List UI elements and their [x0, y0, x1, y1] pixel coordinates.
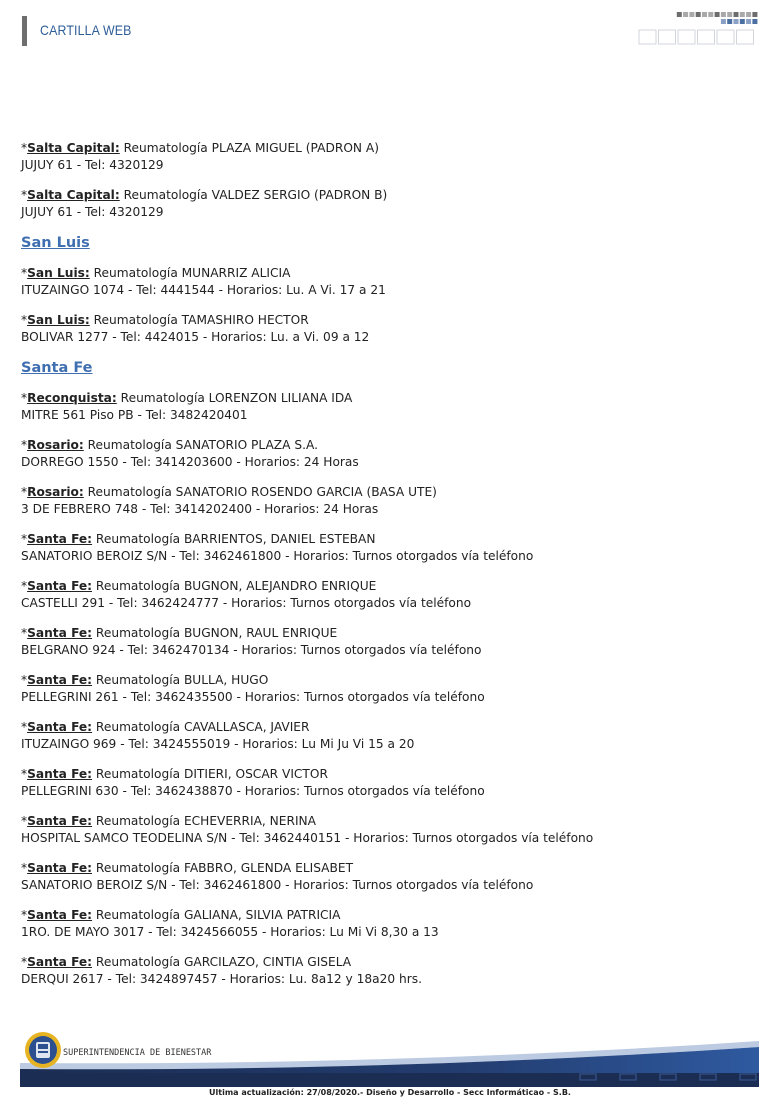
provider-location: Rosario:	[27, 438, 84, 452]
bullet-prefix: *	[21, 673, 28, 687]
provider-line	[21, 140, 741, 157]
provider-address: SANATORIO BEROIZ S/N - Tel: 3462461800 - Horarios: Turnos otorgados vía teléfono	[21, 549, 534, 563]
superintendencia-logo	[24, 1031, 62, 1069]
provider-location: San Luis:	[27, 266, 90, 280]
provider-address: DORREGO 1550 - Tel: 3414203600 - Horarios: 24 Horas	[21, 455, 359, 469]
provider-entry	[21, 265, 741, 299]
provider-address: JUJUY 61 - Tel: 4320129	[21, 205, 164, 219]
bullet-prefix: *	[21, 532, 28, 546]
bullet-prefix: *	[21, 767, 28, 781]
bullet-prefix: *	[21, 391, 28, 405]
provider-address: JUJUY 61 - Tel: 4320129	[21, 158, 164, 172]
provider-line	[21, 312, 741, 329]
provider-address: BELGRANO 924 - Tel: 3462470134 - Horarios: Turnos otorgados vía teléfono	[21, 643, 482, 657]
last-update-text: Ultima actualización: 27/08/2020.- Diseño y Desarrollo - Secc Informáticao - S.B.	[209, 1088, 571, 1097]
bullet-prefix: *	[21, 266, 28, 280]
provider-name: Reumatología DITIERI, OSCAR VICTOR	[92, 767, 328, 781]
bullet-prefix: *	[21, 626, 28, 640]
provider-entry	[21, 484, 741, 518]
provider-entry	[21, 187, 741, 221]
provider-location: Rosario:	[27, 485, 84, 499]
page-header	[0, 0, 759, 60]
provider-entry	[21, 954, 741, 988]
provider-name: Reumatología VALDEZ SERGIO (PADRON B)	[119, 188, 388, 202]
bullet-prefix: *	[21, 141, 28, 155]
provider-line	[21, 766, 741, 783]
provider-address: PELLEGRINI 261 - Tel: 3462435500 - Horarios: Turnos otorgados vía teléfono	[21, 690, 485, 704]
provider-location: Santa Fe:	[27, 720, 93, 734]
bullet-prefix: *	[21, 579, 28, 593]
provider-location: Santa Fe:	[27, 579, 93, 593]
provider-location: Reconquista:	[27, 391, 117, 405]
provider-name: Reumatología GALIANA, SILVIA PATRICIA	[92, 908, 341, 922]
provider-address: SANATORIO BEROIZ S/N - Tel: 3462461800 - Horarios: Turnos otorgados vía teléfono	[21, 878, 534, 892]
provider-line	[21, 813, 741, 830]
provider-location: Salta Capital:	[27, 141, 120, 155]
provider-entry	[21, 140, 741, 174]
provider-name: Reumatología SANATORIO PLAZA S.A.	[83, 438, 318, 452]
provider-entry	[21, 672, 741, 706]
provider-line	[21, 954, 741, 971]
provider-name: Reumatología TAMASHIRO HECTOR	[89, 313, 309, 327]
provider-entry	[21, 390, 741, 424]
provider-line	[21, 484, 741, 501]
provider-location: Santa Fe:	[27, 814, 93, 828]
provider-name: Reumatología ECHEVERRIA, NERINA	[92, 814, 317, 828]
directory-list	[21, 140, 741, 1001]
header-accent-bar	[22, 16, 27, 46]
provider-line	[21, 390, 741, 407]
provider-name: Reumatología FABBRO, GLENDA ELISABET	[92, 861, 354, 875]
provider-address: PELLEGRINI 630 - Tel: 3462438870 - Horarios: Turnos otorgados vía teléfono	[21, 784, 485, 798]
bullet-prefix: *	[21, 485, 28, 499]
section-heading: San Luis	[21, 235, 90, 251]
header-title: CARTILLA WEB	[40, 22, 132, 38]
provider-name: Reumatología BULLA, HUGO	[92, 673, 269, 687]
provider-name: Reumatología BUGNON, RAUL ENRIQUE	[92, 626, 338, 640]
provider-entry	[21, 625, 741, 659]
provider-entry	[21, 312, 741, 346]
section-heading: Santa Fe	[21, 360, 93, 376]
provider-location: Santa Fe:	[27, 908, 93, 922]
provider-line	[21, 531, 741, 548]
provider-address: 1RO. DE MAYO 3017 - Tel: 3424566055 - Horarios: Lu Mi Vi 8,30 a 13	[21, 925, 439, 939]
provider-name: Reumatología GARCILAZO, CINTIA GISELA	[92, 955, 352, 969]
provider-location: Salta Capital:	[27, 188, 120, 202]
provider-entry	[21, 578, 741, 612]
provider-location: Santa Fe:	[27, 767, 93, 781]
footer-wave-band	[20, 1033, 759, 1087]
provider-name: Reumatología PLAZA MIGUEL (PADRON A)	[119, 141, 379, 155]
provider-entry	[21, 437, 741, 471]
org-name: SUPERINTENDENCIA DE BIENESTAR	[63, 1048, 212, 1058]
provider-address: MITRE 561 Piso PB - Tel: 3482420401	[21, 408, 248, 422]
provider-address: HOSPITAL SAMCO TEODELINA S/N - Tel: 3462440151 - Horarios: Turnos otorgados vía teléfono	[21, 831, 594, 845]
provider-line	[21, 437, 741, 454]
provider-line	[21, 265, 741, 282]
bullet-prefix: *	[21, 955, 28, 969]
provider-entry	[21, 860, 741, 894]
bullet-prefix: *	[21, 313, 28, 327]
pixel-grid-decoration	[635, 10, 759, 50]
provider-location: San Luis:	[27, 313, 90, 327]
provider-address: ITUZAINGO 969 - Tel: 3424555019 - Horarios: Lu Mi Ju Vi 15 a 20	[21, 737, 415, 751]
bullet-prefix: *	[21, 908, 28, 922]
provider-address: 3 DE FEBRERO 748 - Tel: 3414202400 - Horarios: 24 Horas	[21, 502, 379, 516]
provider-line	[21, 719, 741, 736]
bullet-prefix: *	[21, 861, 28, 875]
provider-entry	[21, 813, 741, 847]
provider-line	[21, 578, 741, 595]
provider-address: DERQUI 2617 - Tel: 3424897457 - Horarios: Lu. 8a12 y 18a20 hrs.	[21, 972, 422, 986]
page-footer	[0, 1025, 759, 1101]
provider-address: ITUZAINGO 1074 - Tel: 4441544 - Horarios: Lu. A Vi. 17 a 21	[21, 283, 386, 297]
provider-location: Santa Fe:	[27, 532, 93, 546]
bullet-prefix: *	[21, 814, 28, 828]
provider-location: Santa Fe:	[27, 626, 93, 640]
provider-entry	[21, 907, 741, 941]
provider-entry	[21, 766, 741, 800]
provider-name: Reumatología LORENZON LILIANA IDA	[116, 391, 353, 405]
provider-name: Reumatología CAVALLASCA, JAVIER	[92, 720, 310, 734]
provider-location: Santa Fe:	[27, 673, 93, 687]
provider-entry	[21, 719, 741, 753]
provider-location: Santa Fe:	[27, 955, 93, 969]
provider-line	[21, 672, 741, 689]
provider-line	[21, 907, 741, 924]
provider-name: Reumatología BARRIENTOS, DANIEL ESTEBAN	[92, 532, 376, 546]
provider-name: Reumatología BUGNON, ALEJANDRO ENRIQUE	[92, 579, 377, 593]
provider-location: Santa Fe:	[27, 861, 93, 875]
bullet-prefix: *	[21, 438, 28, 452]
provider-address: CASTELLI 291 - Tel: 3462424777 - Horarios: Turnos otorgados vía teléfono	[21, 596, 472, 610]
provider-line	[21, 860, 741, 877]
bullet-prefix: *	[21, 188, 28, 202]
provider-line	[21, 625, 741, 642]
bullet-prefix: *	[21, 720, 28, 734]
provider-line	[21, 187, 741, 204]
provider-name: Reumatología SANATORIO ROSENDO GARCIA (BASA UTE)	[83, 485, 437, 499]
provider-name: Reumatología MUNARRIZ ALICIA	[89, 266, 291, 280]
provider-address: BOLIVAR 1277 - Tel: 4424015 - Horarios: Lu. a Vi. 09 a 12	[21, 330, 370, 344]
provider-entry	[21, 531, 741, 565]
